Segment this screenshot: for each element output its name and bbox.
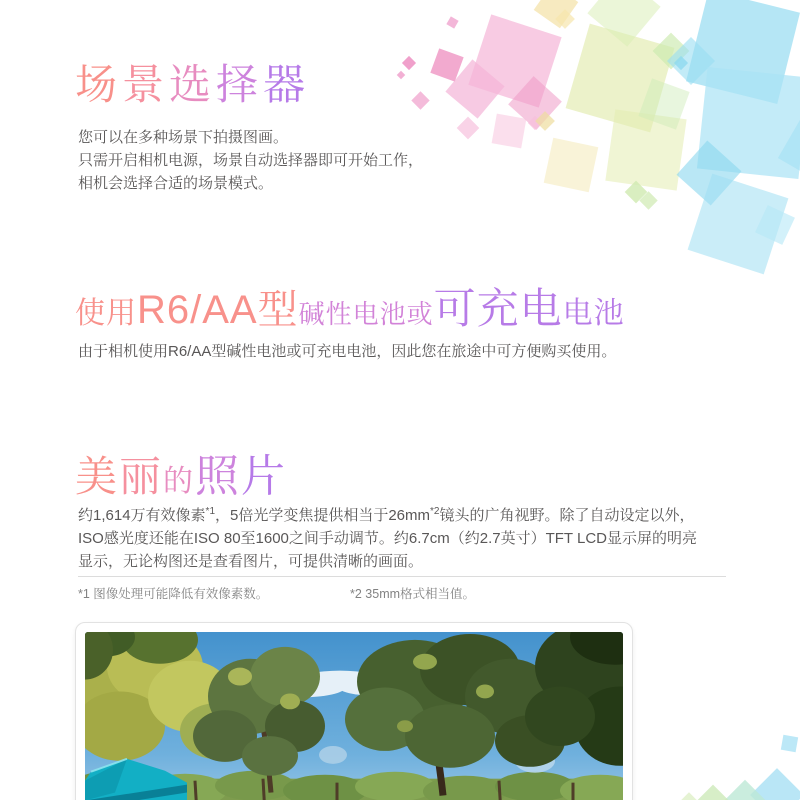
title-char: 的 (163, 465, 196, 498)
title-char: 择 (216, 61, 264, 108)
title-char: 选 (169, 61, 217, 108)
footnote-marker-1: *1 (205, 506, 215, 517)
battery-description: 由于相机使用R6/AA型碱性电池或可充电电池，因此您在旅途中可方便购买使用。 (78, 343, 617, 360)
description-text: 约1,614万有效像素 (78, 507, 206, 524)
title-part: 电池 (562, 297, 625, 330)
footnote-2: *2 35mm格式相当值。 (350, 587, 476, 601)
description-text: ，5倍光学变焦提供相当于26mm (215, 507, 431, 524)
title-part: 碱性电池或 (298, 299, 434, 329)
title-char: 照 (195, 452, 242, 501)
title-char: 器 (263, 61, 311, 108)
footnote-marker-2: *2 (430, 506, 440, 517)
beautiful-photos-description (78, 504, 697, 573)
footnote-divider (78, 576, 726, 577)
description-line: 相机会选择合适的场景模式。 (78, 175, 274, 192)
description-text: 镜头的广角视野。除了自动设定以外， (439, 507, 695, 524)
title-char: 场 (75, 61, 123, 108)
park-trees-photo (85, 632, 623, 800)
title-char: 丽 (119, 453, 164, 500)
description-line (78, 504, 697, 527)
description-line: 显示，无论构图还是查看图片，可提供清晰的画面。 (78, 553, 424, 570)
title-char: 景 (122, 61, 170, 108)
title-char: 美 (75, 453, 120, 500)
title-part: 使用 (75, 297, 137, 330)
footnotes (78, 584, 726, 602)
sample-photo-card (75, 622, 633, 800)
beautiful-photos-title (75, 440, 287, 504)
title-part: R6/AA型 (137, 288, 299, 332)
title-char: 片 (241, 452, 288, 501)
description-line: 只需开启相机电源，场景自动选择器即可开始工作， (78, 152, 424, 169)
decor-squares-bottom-right (640, 690, 800, 800)
scene-selector-description (78, 126, 423, 195)
battery-title (75, 276, 625, 336)
description-line: ISO感光度还能在ISO 80至1600之间手动调节。约6.7cm（约2.7英寸）TFT LCD显示屏的明亮 (78, 530, 697, 547)
description-line: 您可以在多种场景下拍摄图画。 (78, 129, 289, 146)
title-part: 可充电 (433, 285, 563, 332)
scene-selector-title (75, 52, 310, 112)
decor-squares-top-right (390, 0, 800, 275)
footnote-1: *1 图像处理可能降低有效像素数。 (78, 587, 269, 601)
sample-photo (85, 632, 623, 800)
